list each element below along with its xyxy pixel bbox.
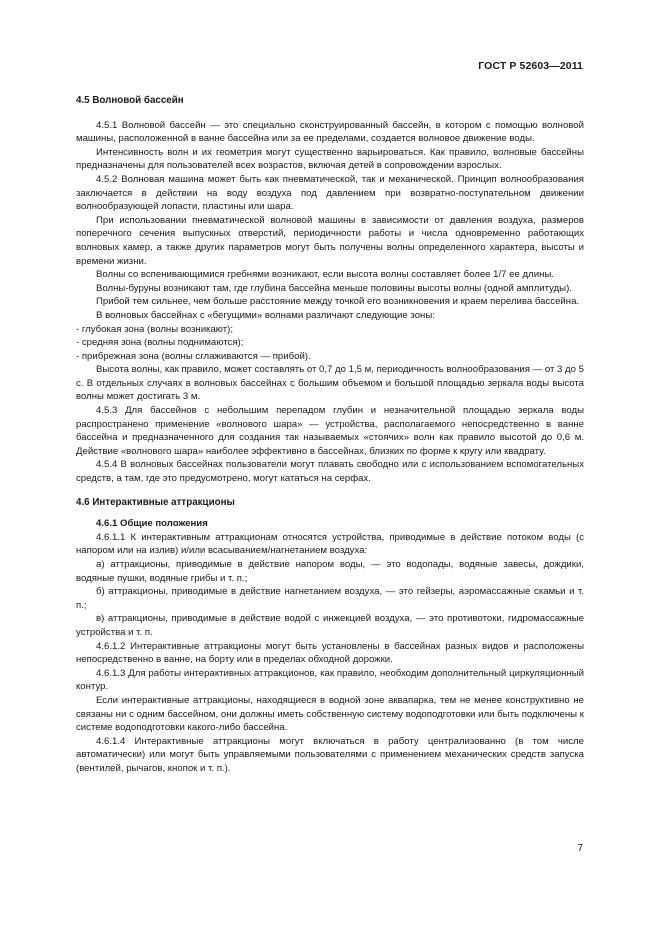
page-number: 7: [577, 843, 583, 854]
subsection-title-4-6-1: 4.6.1 Общие положения: [96, 518, 208, 530]
paragraph: В волновых бассейнах с «бегущими» волнами различают следующие зоны:: [96, 309, 435, 321]
paragraph: Интенсивность волн и их геометрия могут существенно варьироваться. Как правило, волновые бассейны предназначены для пользователей всех возрастов, включая детей в сопровождении взрослых.: [76, 146, 584, 172]
page-content: [76, 90, 584, 776]
paragraph: 4.5.2 Волновая машина может быть как пневматической, так и механической. Принцип волнообразования заключается в действии на воду воздуха под давлением при возвратно-поступательном движении волнообразующей лопасти, пластины или шара.: [76, 173, 584, 213]
section-title-4-6: 4.6 Интерактивные аттракционы: [76, 496, 235, 508]
paragraph: 4.6.1.4 Интерактивные аттракционы могут включаться в работу централизованно (в том числе автоматически) или могут быть управляемыми пользователями с применением механических средств запуска (вентилей, рычагов, кнопок и т. п.).: [76, 735, 584, 774]
paragraph: 4.6.1.1 К интерактивным аттракционам относятся устройства, приводимые в действие потоком воды (с напором или на излив) и/или всасыванием/нагнетанием воздуха:: [76, 531, 584, 557]
paragraph: 4.5.1 Волновой бассейн — это специально сконструированный бассейн, в котором с помощью волновой машины, расположенной в ванне бассейна или за ее пределами, создается волновое движение воды.: [76, 119, 584, 145]
paragraph: Волны-буруны возникают там, где глубина бассейна меньше половины высоты волны (одной амплитуды).: [96, 282, 572, 294]
standard-designation: ГОСТ Р 52603—2011: [478, 60, 583, 72]
paragraph: 4.5.3 Для бассейнов с небольшим перепадом глубин и незначительной площадью зеркала воды распространено применение «волнового шара» — устройства, располагаемого непосредственно в ванне бассейна и предназначенного для создания так называемых «стоячих» волн как правило высотой до 0,6 м. Действие «волнового шара» наиболее эффективно в бассейнах, близких по форме к кругу или квадрату.: [76, 405, 584, 457]
paragraph: 4.5.4 В волновых бассейнах пользователи могут плавать свободно или с использованием вспомогательных средств, а там, где это предусмотрено, могут кататься на серфах.: [76, 459, 584, 485]
paragraph: 4.6.1.3 Для работы интерактивных аттракционов, как правило, необходим дополнительный циркуляционный контур.: [76, 667, 584, 693]
paragraph: Если интерактивные аттракционы, находящиеся в водной зоне аквапарка, тем не менее конструктивно не связаны ни с одним бассейном, они должны иметь собственную систему водоподготовки или быть подключены к системе водоподготовки какого-либо бассейна.: [76, 694, 584, 734]
section-title-4-5: 4.5 Волновой бассейн: [76, 95, 184, 106]
paragraph: При использовании пневматической волновой машины в зависимости от давления воздуха, размеров поперечного сечения выпускных отверстий, периодичности работы и числа одновременно работающих волновых камер, а также других параметров могут быть получены волны определенного характера, высоты и времени жизни.: [76, 214, 584, 267]
paragraph: б) аттракционы, приводимые в действие нагнетанием воздуха, — это гейзеры, аэромассажные скамьи и т. п.;: [76, 586, 584, 611]
list-item: - глубокая зона (волны возникают);: [76, 323, 234, 335]
paragraph: Волны со вспенивающимися гребнями возникают, если высота волны составляет более 1/7 ее длины.: [96, 269, 554, 281]
paragraph: Прибой тем сильнее, чем больше расстояние между точкой его возникновения и краем перелива бассейна.: [96, 296, 580, 308]
list-item: - средняя зона (волны поднимаются);: [76, 337, 244, 349]
paragraph: 4.6.1.2 Интерактивные аттракционы могут быть установлены в бассейнах разных видов и расположены непосредственно в ванне, на борту или в пределах обходной дорожки.: [76, 640, 584, 666]
paragraph: а) аттракционы, приводимые в действие напором воды, — это водопады, водяные завесы, дождики, водяные пушки, водяные грибы и т. п.;: [76, 559, 584, 584]
paragraph: в) аттракционы, приводимые в действие водой с инжекцией воздуха, — это противотоки, гидромассажные устройства и т. п.: [76, 613, 584, 638]
paragraph: Высота волны, как правило, может составлять от 0,7 до 1,5 м, периодичность волнообразования — от 3 до 5 с. В отдельных случаях в волновых бассейнах с большим объемом и большой площадью зеркала воды высота волны может достигать 3 м.: [76, 364, 584, 403]
list-item: - прибрежная зона (волны сглаживаются — прибой).: [76, 350, 311, 362]
